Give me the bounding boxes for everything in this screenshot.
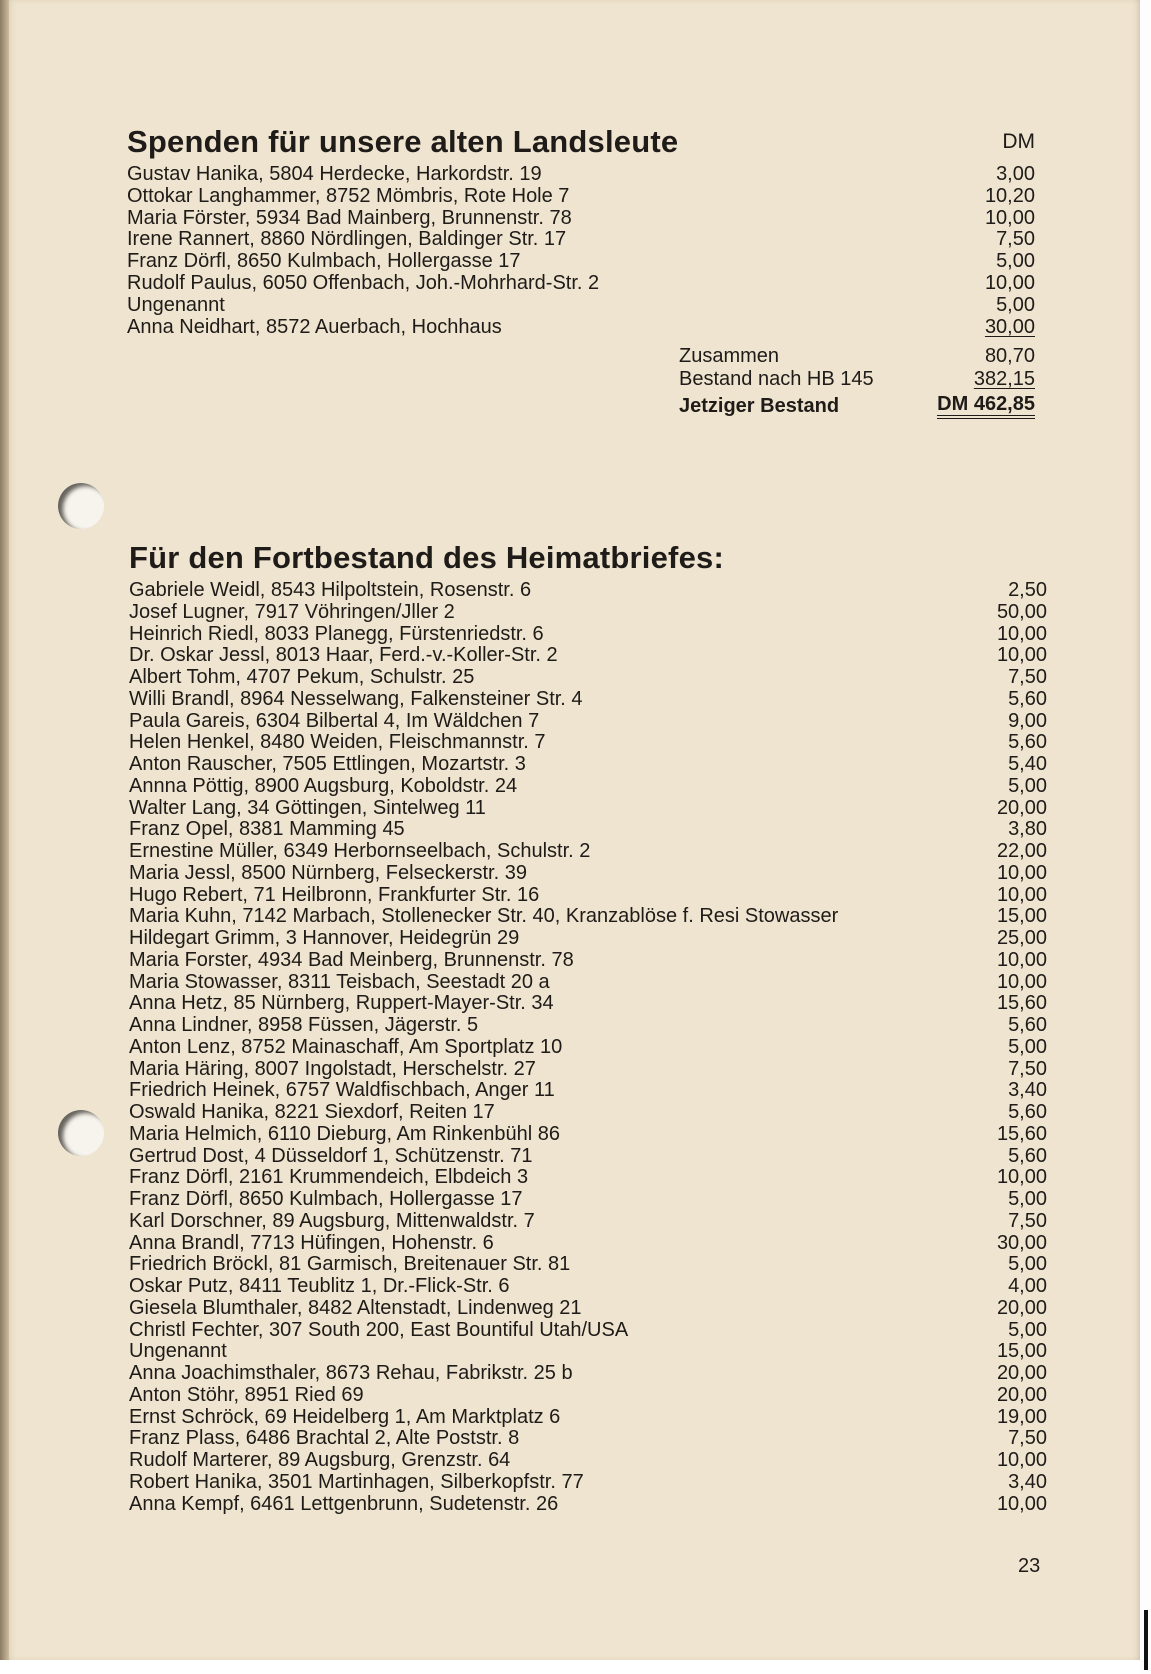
donation-amount: 22,00: [996, 840, 1047, 862]
donation-amount: 7,50: [1008, 1427, 1047, 1450]
donor-name: Christl Fechter, 307 South 200, East Bountiful Utah/USA: [129, 1318, 629, 1341]
donor-name: Ottokar Langhammer, 8752 Mömbris, Rote Hole 7: [127, 184, 570, 207]
list-item: [129, 667, 1047, 689]
donor-name: Maria Stowasser, 8311 Teisbach, Seestadt 20 a: [129, 970, 550, 993]
donation-amount: 10,00: [996, 970, 1047, 993]
donor-name: Anton Lenz, 8752 Mainaschaff, Am Sportplatz 10: [129, 1035, 563, 1058]
donation-amount: 3,00: [996, 163, 1035, 185]
list-item: [127, 186, 1045, 208]
page-number: 23: [1018, 1555, 1041, 1577]
list-item: [129, 863, 1047, 885]
donor-name: Hugo Rebert, 71 Heilbronn, Frankfurter Str. 16: [129, 883, 540, 906]
donor-name: Walter Lang, 34 Göttingen, Sintelweg 11: [129, 796, 486, 819]
donor-name: Ungenannt: [127, 293, 225, 316]
donor-name: Giesela Blumthaler, 8482 Altenstadt, Lindenweg 21: [129, 1296, 582, 1319]
donor-name: Franz Opel, 8381 Mamming 45: [129, 818, 405, 841]
donor-name: Oswald Hanika, 8221 Siexdorf, Reiten 17: [129, 1101, 495, 1123]
list-item: [129, 1472, 1047, 1494]
total-row-previous: [127, 366, 1045, 393]
donor-name: Maria Kuhn, 7142 Marbach, Stollenecker Str. 40, Kranzablöse f. Resi Stowasser: [129, 905, 839, 928]
donation-amount: 5,60: [1008, 1144, 1047, 1167]
list-item: [129, 1494, 1047, 1516]
list-item: [129, 819, 1047, 841]
donation-amount: 25,00: [996, 927, 1047, 949]
donor-name: Gustav Hanika, 5804 Herdecke, Harkordstr. 19: [127, 163, 542, 185]
donor-name: Maria Häring, 8007 Ingolstadt, Herschelstr. 27: [129, 1057, 536, 1080]
donation-amount: 4,00: [1008, 1275, 1047, 1297]
list-item: [129, 1080, 1047, 1102]
donor-name: Anna Neidhart, 8572 Auerbach, Hochhaus: [127, 315, 502, 338]
donation-amount: 15,00: [996, 905, 1047, 928]
donor-name: Ernst Schröck, 69 Heidelberg 1, Am Marktplatz 6: [129, 1405, 561, 1428]
punch-hole-bottom: [58, 1110, 104, 1156]
donor-name: Irene Rannert, 8860 Nördlingen, Baldinger Str. 17: [127, 228, 567, 251]
list-item: [129, 841, 1047, 863]
donation-amount: 20,00: [996, 1383, 1047, 1406]
section2-title: Für den Fortbestand des Heimatbriefes:: [129, 540, 724, 575]
donor-name: Josef Lugner, 7917 Vöhringen/Jller 2: [129, 600, 455, 623]
list-item: [129, 1211, 1047, 1233]
donation-amount: 3,40: [1008, 1470, 1047, 1493]
donation-amount: 10,00: [984, 206, 1035, 229]
donation-amount: 5,00: [1008, 1035, 1047, 1058]
binding-edge: [0, 0, 9, 1660]
donor-name: Franz Dörfl, 8650 Kulmbach, Hollergasse 17: [127, 250, 521, 273]
donor-name: Paula Gareis, 6304 Bilbertal 4, Im Wäldchen 7: [129, 709, 540, 732]
total-row-current: [127, 393, 1045, 420]
donor-name: Helen Henkel, 8480 Weiden, Fleischmannstr. 7: [129, 731, 546, 754]
list-item: [129, 1276, 1047, 1298]
list-item: [127, 251, 1045, 273]
list-item: [129, 711, 1047, 733]
list-item: [129, 928, 1047, 950]
donation-amount: 20,00: [996, 1362, 1047, 1384]
donation-amount: 10,00: [996, 861, 1047, 884]
list-item: [127, 295, 1045, 317]
donation-amount: 3,40: [1008, 1079, 1047, 1102]
donation-amount: 7,50: [1008, 1209, 1047, 1232]
list-item: [129, 1059, 1047, 1081]
donation-amount: 20,00: [996, 1296, 1047, 1319]
donor-name: Franz Dörfl, 2161 Krummendeich, Elbdeich 3: [129, 1166, 529, 1189]
list-item: [127, 229, 1045, 251]
donation-amount: 10,20: [984, 184, 1035, 207]
list-item: [127, 317, 1045, 339]
list-item: [129, 1450, 1047, 1472]
list-item: [129, 1189, 1047, 1211]
donation-amount: 5,60: [1008, 731, 1047, 754]
current-balance-label: Jetziger Bestand: [679, 395, 840, 417]
donation-amount: 7,50: [1008, 1057, 1047, 1080]
punch-hole-top: [58, 483, 104, 529]
donor-name: Anna Joachimsthaler, 8673 Rehau, Fabrikstr. 25 b: [129, 1362, 573, 1384]
donor-name: Maria Förster, 5934 Bad Mainberg, Brunnenstr. 78: [127, 206, 572, 229]
list-item: [129, 754, 1047, 776]
donor-name: Anna Kempf, 6461 Lettgenbrunn, Sudetenstr. 26: [129, 1492, 559, 1515]
list-item: [129, 1102, 1047, 1124]
list-item: [129, 602, 1047, 624]
list-item: [129, 689, 1047, 711]
list-item: [129, 1167, 1047, 1189]
list-item: [129, 1124, 1047, 1146]
donor-name: Anton Stöhr, 8951 Ried 69: [129, 1383, 364, 1406]
sum-label: Zusammen: [679, 345, 780, 367]
previous-balance-label: Bestand nach HB 145: [679, 368, 874, 390]
list-item: [129, 776, 1047, 798]
list-item: [129, 1385, 1047, 1407]
list-item: [129, 1233, 1047, 1255]
list-item: [129, 1363, 1047, 1385]
donor-name: Rudolf Paulus, 6050 Offenbach, Joh.-Mohrhard-Str. 2: [127, 271, 600, 294]
donor-name: Gertrud Dost, 4 Düsseldorf 1, Schützenstr. 71: [129, 1144, 533, 1167]
list-item: [129, 1320, 1047, 1342]
donor-name: Albert Tohm, 4707 Pekum, Schulstr. 25: [129, 666, 475, 688]
list-item: [129, 1015, 1047, 1037]
donation-amount: 5,00: [1008, 1188, 1047, 1210]
donor-name: Franz Dörfl, 8650 Kulmbach, Hollergasse 17: [129, 1188, 523, 1210]
donation-amount: 2,50: [1008, 579, 1047, 601]
donation-amount: 5,00: [996, 250, 1035, 273]
list-item: [129, 1428, 1047, 1450]
list-item: [129, 798, 1047, 820]
list-item: [129, 645, 1047, 667]
donor-name: Friedrich Bröckl, 81 Garmisch, Breitenauer Str. 81: [129, 1253, 571, 1276]
donation-amount: 10,00: [996, 1449, 1047, 1471]
donation-amount: 30,00: [996, 1231, 1047, 1254]
donor-name: Hildegart Grimm, 3 Hannover, Heidegrün 29: [129, 927, 520, 949]
list-item: [129, 1341, 1047, 1363]
donor-name: Anna Brandl, 7713 Hüfingen, Hohenstr. 6: [129, 1231, 494, 1254]
donation-amount: 5,60: [1008, 687, 1047, 710]
donation-amount: 20,00: [996, 796, 1047, 819]
donation-amount: 9,00: [1008, 709, 1047, 732]
list-item: [129, 972, 1047, 994]
section1-list: [127, 164, 1045, 338]
list-item: [127, 164, 1045, 186]
list-item: [129, 906, 1047, 928]
section1-totals: [127, 343, 1045, 420]
section1-title: Spenden für unsere alten Landsleute: [127, 124, 679, 159]
donation-amount: 10,00: [996, 644, 1047, 667]
list-item: [129, 993, 1047, 1015]
donation-amount: 7,50: [1008, 666, 1047, 688]
donation-amount: 15,60: [996, 992, 1047, 1015]
donor-name: Ungenannt: [129, 1340, 227, 1363]
sum-value: 80,70: [984, 345, 1035, 367]
donation-amount: 10,00: [984, 271, 1035, 294]
donor-name: Anna Lindner, 8958 Füssen, Jägerstr. 5: [129, 1014, 479, 1036]
list-item: [129, 1254, 1047, 1276]
donation-amount: 5,00: [1008, 1253, 1047, 1276]
donation-amount: 10,00: [996, 622, 1047, 645]
list-item: [127, 273, 1045, 295]
donation-amount: 30,00: [984, 315, 1035, 338]
donor-name: Annna Pöttig, 8900 Augsburg, Koboldstr. 24: [129, 774, 518, 797]
list-item: [129, 580, 1047, 602]
donor-name: Maria Forster, 4934 Bad Meinberg, Brunnenstr. 78: [129, 948, 574, 971]
donation-amount: 5,40: [1008, 753, 1047, 775]
list-item: [127, 208, 1045, 230]
donor-name: Karl Dorschner, 89 Augsburg, Mittenwaldstr. 7: [129, 1209, 535, 1232]
donation-amount: 15,60: [996, 1122, 1047, 1145]
list-item: [129, 1146, 1047, 1168]
donor-name: Heinrich Riedl, 8033 Planegg, Fürstenriedstr. 6: [129, 622, 544, 645]
donor-name: Robert Hanika, 3501 Martinhagen, Silberkopfstr. 77: [129, 1470, 584, 1493]
donation-amount: 5,60: [1008, 1101, 1047, 1123]
donor-name: Dr. Oskar Jessl, 8013 Haar, Ferd.-v.-Koller-Str. 2: [129, 644, 558, 667]
donor-name: Gabriele Weidl, 8543 Hilpoltstein, Rosenstr. 6: [129, 579, 532, 601]
donation-amount: 10,00: [996, 948, 1047, 971]
donation-amount: 7,50: [996, 228, 1035, 251]
donation-amount: 15,00: [996, 1340, 1047, 1363]
donor-name: Ernestine Müller, 6349 Herbornseelbach, Schulstr. 2: [129, 840, 591, 862]
donation-amount: 19,00: [996, 1405, 1047, 1428]
donor-name: Franz Plass, 6486 Brachtal 2, Alte Poststr. 8: [129, 1427, 520, 1450]
donor-name: Friedrich Heinek, 6757 Waldfischbach, Anger 11: [129, 1079, 555, 1102]
current-balance-value: DM 462,85: [937, 393, 1035, 419]
list-item: [129, 950, 1047, 972]
donation-amount: 3,80: [1008, 818, 1047, 841]
donor-name: Oskar Putz, 8411 Teublitz 1, Dr.-Flick-Str. 6: [129, 1275, 510, 1297]
donation-amount: 10,00: [996, 883, 1047, 906]
currency-header: DM: [1002, 130, 1035, 153]
right-edge: [1140, 0, 1151, 1674]
donation-amount: 50,00: [996, 600, 1047, 623]
donor-name: Anton Rauscher, 7505 Ettlingen, Mozartstr. 3: [129, 753, 526, 775]
donation-amount: 10,00: [996, 1492, 1047, 1515]
donor-name: Maria Jessl, 8500 Nürnberg, Felseckerstr. 39: [129, 861, 527, 884]
list-item: [129, 1037, 1047, 1059]
donations-elderly-section: [127, 124, 1045, 434]
list-item: [129, 624, 1047, 646]
donor-name: Willi Brandl, 8964 Nesselwang, Falkensteiner Str. 4: [129, 687, 583, 710]
list-item: [129, 1298, 1047, 1320]
list-item: [129, 1407, 1047, 1429]
donation-amount: 5,00: [996, 293, 1035, 316]
donation-amount: 5,00: [1008, 774, 1047, 797]
list-item: [129, 885, 1047, 907]
section2-list: [129, 580, 1047, 1515]
donor-name: Rudolf Marterer, 89 Augsburg, Grenzstr. 64: [129, 1449, 511, 1471]
donor-name: Maria Helmich, 6110 Dieburg, Am Rinkenbühl 86: [129, 1122, 560, 1145]
donation-amount: 5,00: [1008, 1318, 1047, 1341]
list-item: [129, 732, 1047, 754]
donation-amount: 10,00: [996, 1166, 1047, 1189]
newsletter-fund-section: [129, 540, 1047, 1530]
donation-amount: 5,60: [1008, 1014, 1047, 1036]
previous-balance-value: 382,15: [973, 368, 1035, 390]
donor-name: Anna Hetz, 85 Nürnberg, Ruppert-Mayer-Str. 34: [129, 992, 554, 1015]
